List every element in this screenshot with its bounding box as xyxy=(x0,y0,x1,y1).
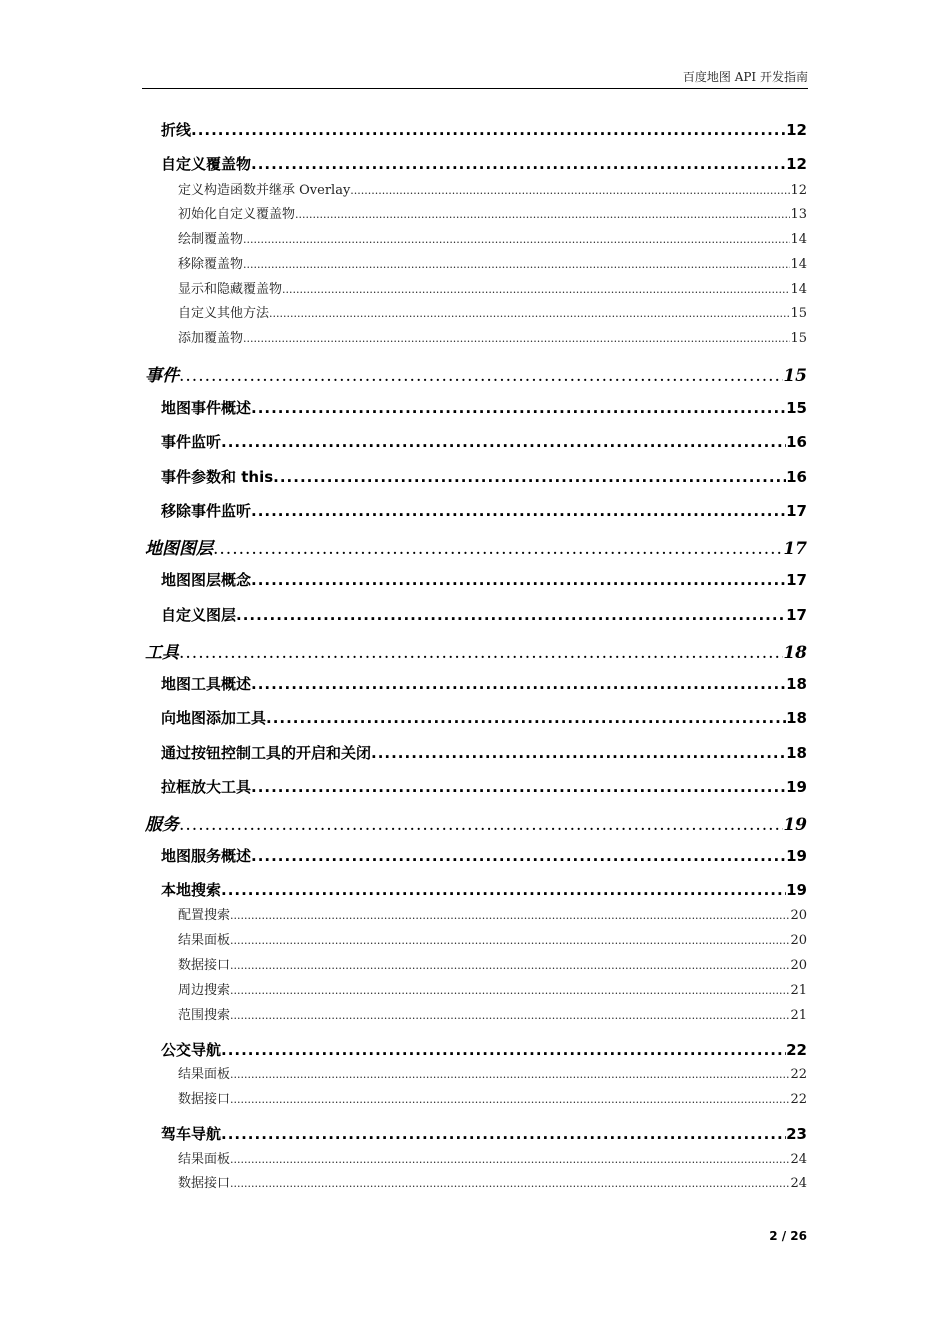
toc-leader-dots xyxy=(266,709,786,727)
toc-entry-page: 13 xyxy=(790,207,807,222)
toc-entry-label: 结果面板 xyxy=(178,1152,231,1167)
toc-entry-label: 数据接口 xyxy=(178,958,231,973)
toc-entry-label: 周边搜索 xyxy=(178,983,231,998)
toc-entry-label: 事件参数和 this xyxy=(161,468,274,486)
toc-entry-page: 17 xyxy=(786,606,807,624)
toc-leader-dots xyxy=(221,1125,786,1143)
toc-entry-label: 本地搜索 xyxy=(161,881,222,899)
toc-leader-dots xyxy=(221,881,786,899)
toc-entry[interactable] xyxy=(178,253,807,272)
toc-entry[interactable] xyxy=(178,203,807,222)
toc-entry-label: 地图图层 xyxy=(145,539,213,559)
toc-entry-page: 19 xyxy=(786,881,807,899)
toc-entry-label: 范围搜索 xyxy=(178,1008,231,1023)
toc-entry[interactable] xyxy=(161,879,807,900)
toc-entry-page: 23 xyxy=(786,1125,807,1143)
toc-leader-dots xyxy=(251,155,786,173)
toc-entry-page: 15 xyxy=(790,306,807,321)
toc-entry-label: 自定义其他方法 xyxy=(178,306,270,321)
toc-leader-dots xyxy=(243,332,790,345)
toc-entry[interactable] xyxy=(161,604,807,625)
toc-entry[interactable] xyxy=(178,278,807,297)
toc-entry[interactable] xyxy=(161,153,807,174)
toc-entry-label: 事件 xyxy=(145,366,179,386)
toc-entry-page: 15 xyxy=(786,399,807,417)
toc-leader-dots xyxy=(251,675,786,693)
toc-entry[interactable] xyxy=(161,845,807,866)
toc-entry-page: 18 xyxy=(786,744,807,762)
toc-entry-page: 12 xyxy=(790,183,807,198)
toc-entry-label: 结果面板 xyxy=(178,933,231,948)
toc-entry-page: 14 xyxy=(790,257,807,272)
toc-entry-page: 22 xyxy=(790,1067,807,1082)
toc-entry-page: 18 xyxy=(786,709,807,727)
toc-entry[interactable] xyxy=(161,742,807,763)
toc-entry-page: 16 xyxy=(786,468,807,486)
toc-entry-page: 22 xyxy=(790,1092,807,1107)
toc-entry-page: 14 xyxy=(790,282,807,297)
toc-leader-dots xyxy=(282,283,790,296)
toc-entry-page: 17 xyxy=(786,571,807,589)
toc-entry[interactable] xyxy=(178,1088,807,1107)
page-header xyxy=(142,66,808,89)
toc-entry[interactable] xyxy=(178,179,807,198)
toc-entry-page: 12 xyxy=(786,121,807,139)
toc-leader-dots xyxy=(191,121,786,139)
toc-entry-label: 初始化自定义覆盖物 xyxy=(178,207,296,222)
toc-leader-dots xyxy=(251,502,786,520)
toc-leader-dots xyxy=(251,778,786,796)
toc-leader-dots xyxy=(230,1009,790,1022)
toc-leader-dots xyxy=(251,571,786,589)
toc-entry[interactable] xyxy=(161,673,807,694)
toc-entry-label: 配置搜索 xyxy=(178,908,231,923)
toc-entry-label: 数据接口 xyxy=(178,1092,231,1107)
toc-entry[interactable] xyxy=(161,119,807,140)
toc-entry-label: 驾车导航 xyxy=(161,1125,222,1143)
toc-entry-page: 14 xyxy=(790,232,807,247)
toc-entry[interactable] xyxy=(178,954,807,973)
toc-entry[interactable] xyxy=(161,397,807,418)
toc-leader-dots xyxy=(230,1068,790,1081)
toc-entry-label: 事件监听 xyxy=(161,433,222,451)
toc-leader-dots xyxy=(230,934,790,947)
toc-leader-dots xyxy=(230,984,790,997)
toc-entry[interactable] xyxy=(161,569,807,590)
toc-leader-dots xyxy=(230,1177,790,1190)
toc-leader-dots xyxy=(243,233,790,246)
toc-entry[interactable] xyxy=(145,638,807,663)
toc-leader-dots xyxy=(251,847,786,865)
toc-entry-label: 工具 xyxy=(145,643,179,663)
toc-entry-label: 添加覆盖物 xyxy=(178,331,244,346)
toc-leader-dots xyxy=(295,208,790,221)
toc-entry[interactable] xyxy=(145,810,807,835)
toc-entry-page: 16 xyxy=(786,433,807,451)
toc-entry[interactable] xyxy=(178,302,807,321)
toc-entry[interactable] xyxy=(161,1039,807,1060)
toc-entry-label: 通过按钮控制工具的开启和关闭 xyxy=(161,744,372,762)
toc-entry[interactable] xyxy=(178,228,807,247)
toc-leader-dots xyxy=(230,1153,790,1166)
toc-entry-label: 地图工具概述 xyxy=(161,675,252,693)
toc-entry-label: 地图图层概念 xyxy=(161,571,252,589)
toc-leader-dots xyxy=(243,258,790,271)
toc-entry-page: 19 xyxy=(786,847,807,865)
toc-entry-label: 定义构造函数并继承 Overlay xyxy=(178,183,351,198)
toc-entry[interactable] xyxy=(178,1148,807,1167)
toc-entry-label: 公交导航 xyxy=(161,1041,222,1059)
toc-entry-page: 21 xyxy=(790,983,807,998)
toc-entry-page: 18 xyxy=(783,643,807,663)
toc-entry[interactable] xyxy=(161,776,807,797)
toc-entry-page: 12 xyxy=(786,155,807,173)
page-number: 2 / 26 xyxy=(769,1229,807,1243)
toc-leader-dots xyxy=(236,606,786,624)
toc-entry-label: 服务 xyxy=(145,815,179,835)
toc-entry-page: 20 xyxy=(790,958,807,973)
toc-entry-label: 移除覆盖物 xyxy=(178,257,244,272)
toc-entry-page: 19 xyxy=(783,815,807,835)
toc-entry-page: 22 xyxy=(786,1041,807,1059)
toc-entry-page: 15 xyxy=(783,366,807,386)
header-title: 百度地图 API 开发指南 xyxy=(682,70,808,84)
toc-leader-dots xyxy=(179,366,783,386)
toc-entry[interactable] xyxy=(161,431,807,452)
toc-entry[interactable] xyxy=(178,1172,807,1191)
toc-entry-page: 20 xyxy=(790,908,807,923)
toc-entry-label: 结果面板 xyxy=(178,1067,231,1082)
toc-entry-page: 24 xyxy=(790,1176,807,1191)
toc-leader-dots xyxy=(221,1041,786,1059)
toc-entry-label: 自定义图层 xyxy=(161,606,237,624)
toc-entry[interactable] xyxy=(178,929,807,948)
toc-entry-label: 显示和隐藏覆盖物 xyxy=(178,282,283,297)
toc-entry[interactable] xyxy=(178,327,807,346)
toc-entry[interactable] xyxy=(178,1004,807,1023)
toc-entry-label: 数据接口 xyxy=(178,1176,231,1191)
toc-entry-page: 21 xyxy=(790,1008,807,1023)
toc-entry[interactable] xyxy=(178,1063,807,1082)
toc-entry-label: 拉框放大工具 xyxy=(161,778,252,796)
toc-entry-label: 地图事件概述 xyxy=(161,399,252,417)
toc-leader-dots xyxy=(371,744,786,762)
toc-entry-page: 20 xyxy=(790,933,807,948)
toc-leader-dots xyxy=(273,468,786,486)
toc-leader-dots xyxy=(221,433,786,451)
toc-leader-dots xyxy=(251,399,786,417)
toc-leader-dots xyxy=(350,184,790,197)
toc-entry-label: 绘制覆盖物 xyxy=(178,232,244,247)
toc-entry-page: 18 xyxy=(786,675,807,693)
toc-entry[interactable] xyxy=(145,534,807,559)
toc-leader-dots xyxy=(230,909,790,922)
toc-entry[interactable] xyxy=(178,979,807,998)
toc-leader-dots xyxy=(230,1093,790,1106)
toc-entry[interactable] xyxy=(161,466,807,487)
toc-leader-dots xyxy=(213,539,783,559)
toc-entry-page: 24 xyxy=(790,1152,807,1167)
toc-entry-page: 19 xyxy=(786,778,807,796)
toc-entry-label: 折线 xyxy=(161,121,192,139)
toc-entry-page: 17 xyxy=(786,502,807,520)
toc-entry-label: 向地图添加工具 xyxy=(161,709,267,727)
toc-leader-dots xyxy=(179,815,783,835)
toc-entry-label: 地图服务概述 xyxy=(161,847,252,865)
toc-entry[interactable] xyxy=(145,361,807,386)
toc-entry-page: 17 xyxy=(783,539,807,559)
toc-entry[interactable] xyxy=(161,707,807,728)
toc-entry-label: 移除事件监听 xyxy=(161,502,252,520)
toc-leader-dots xyxy=(230,959,790,972)
toc-leader-dots xyxy=(179,643,783,663)
toc-entry[interactable] xyxy=(161,500,807,521)
toc-entry-label: 自定义覆盖物 xyxy=(161,155,252,173)
toc-leader-dots xyxy=(269,307,790,320)
toc-entry-page: 15 xyxy=(790,331,807,346)
toc-entry[interactable] xyxy=(161,1123,807,1144)
toc-entry[interactable] xyxy=(178,904,807,923)
